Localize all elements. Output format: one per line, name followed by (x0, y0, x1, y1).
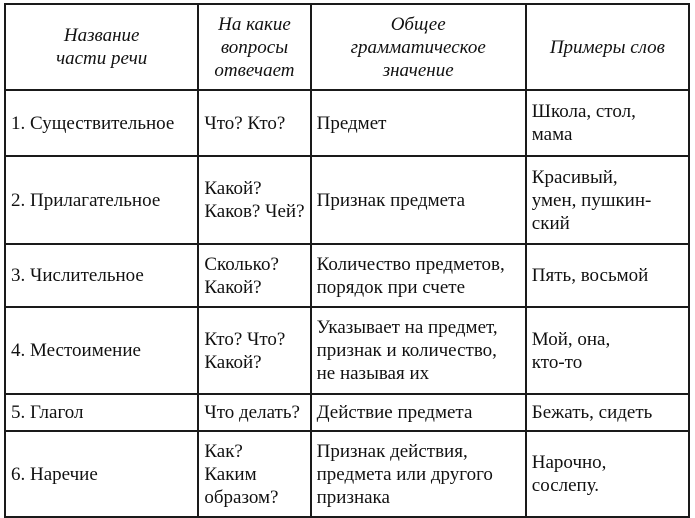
cell-examples (526, 244, 689, 307)
cell-examples (526, 394, 689, 431)
table-row (5, 90, 689, 156)
cell-line: Указывает на предмет, (316, 317, 498, 338)
cell-part (5, 431, 198, 517)
header-line: части речи (56, 48, 148, 69)
cell-line: 1. Существительное (11, 112, 175, 134)
cell-meaning (311, 156, 526, 244)
cell-meaning (311, 244, 526, 307)
cell-line: Нарочно, (531, 452, 607, 473)
cell-line: образом? (204, 486, 279, 508)
header-line: На какие (218, 13, 291, 35)
cell-line: 4. Местоимение (11, 340, 141, 361)
cell-examples (526, 431, 689, 517)
cell-line: Бежать, сидеть (531, 402, 653, 423)
cell-line: Кто? Что? (204, 328, 286, 350)
cell-line: Каким (204, 463, 257, 485)
cell-line: 2. Прилагательное (11, 189, 161, 211)
cell-line: Что делать? (204, 402, 300, 423)
cell-line: 3. Числительное (11, 265, 144, 286)
cell-examples (526, 90, 689, 156)
cell-line: кто-то (531, 351, 583, 373)
table-row (5, 394, 689, 431)
cell-line: Мой, она, (531, 328, 611, 350)
cell-part (5, 244, 198, 307)
cell-line: Действие предмета (316, 402, 473, 423)
cell-meaning (311, 431, 526, 517)
cell-line: Сколько? (204, 253, 279, 275)
cell-part (5, 394, 198, 431)
cell-line: мама (531, 124, 573, 145)
cell-line: Предмет (316, 112, 387, 134)
header-line: Примеры слов (549, 36, 665, 58)
cell-examples (526, 307, 689, 394)
cell-meaning (311, 90, 526, 156)
cell-questions (198, 307, 310, 394)
header-line: Название (63, 25, 140, 46)
cell-line: умен, пушкин- (531, 189, 652, 211)
cell-line: Какой? (204, 276, 262, 298)
header-part-of-speech (5, 4, 198, 90)
cell-line: Как? (204, 440, 243, 462)
cell-questions (198, 90, 310, 156)
cell-questions (198, 431, 310, 517)
header-grammatical-meaning (311, 4, 526, 90)
header-line: Общее (390, 13, 446, 35)
header-line: грамматическое (350, 36, 486, 58)
cell-line: Признак действия, (316, 440, 468, 462)
header-line: вопросы (220, 36, 289, 58)
header-examples (526, 4, 689, 90)
header-questions (198, 4, 310, 90)
cell-line: не называя их (316, 363, 430, 384)
cell-meaning (311, 307, 526, 394)
table-row (5, 156, 689, 244)
table-row (5, 307, 689, 394)
cell-questions (198, 156, 310, 244)
cell-part (5, 156, 198, 244)
header-line: отвечает (214, 59, 295, 81)
cell-questions (198, 244, 310, 307)
cell-line: Красивый, (531, 166, 618, 188)
cell-part (5, 90, 198, 156)
cell-line: порядок при счете (316, 276, 466, 298)
parts-of-speech-table (4, 3, 690, 518)
cell-line: Признак предмета (316, 189, 466, 211)
cell-line: признак и количество, (316, 340, 497, 361)
table-row (5, 431, 689, 517)
cell-line: Какой? (204, 351, 262, 373)
cell-line: Какой? (204, 178, 262, 199)
parts-of-speech-sheet (4, 3, 690, 506)
cell-line: Пять, восьмой (531, 265, 649, 286)
cell-line: 6. Наречие (11, 463, 98, 485)
cell-line: 5. Глагол (11, 402, 84, 423)
cell-line: предмета или другого (316, 463, 493, 485)
cell-questions (198, 394, 310, 431)
cell-line: Что? Кто? (204, 112, 286, 134)
cell-line: признака (316, 486, 390, 508)
cell-meaning (311, 394, 526, 431)
cell-examples (526, 156, 689, 244)
cell-line: Школа, стол, (531, 101, 636, 122)
cell-line: сослепу. (531, 475, 600, 496)
header-line: значение (382, 59, 454, 81)
cell-line: ский (531, 212, 570, 234)
cell-line: Количество предметов, (316, 253, 505, 275)
table-header-row (5, 4, 689, 90)
table-row (5, 244, 689, 307)
cell-part (5, 307, 198, 394)
cell-line: Каков? Чей? (204, 201, 305, 222)
